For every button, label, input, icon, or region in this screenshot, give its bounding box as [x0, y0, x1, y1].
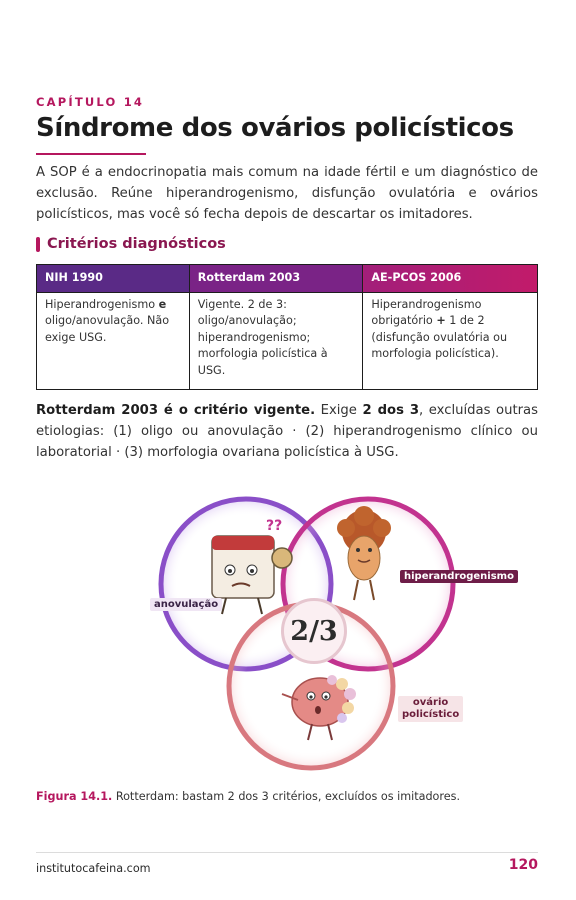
label-anovulacao: anovulação: [150, 598, 222, 611]
footer-divider: [36, 852, 538, 853]
figure-caption: Figura 14.1. Rotterdam: bastam 2 dos 3 critérios, excluídos os imitadores.: [36, 790, 461, 803]
label-hiperandrogenismo: hiperandrogenismo: [400, 570, 518, 583]
section-marker: [36, 237, 40, 252]
section-heading: [36, 236, 226, 252]
page-number: 120: [508, 857, 538, 873]
label-ovario-policistico: ovário policístico: [398, 696, 463, 722]
intro-paragraph: A SOP é a endocrinopatia mais comum na idade fértil e um diagnóstico de exclusão. Reúne hiperandrogenismo, disfunção ovulatória e ovários policísticos, mas você só fecha depois de descartar os imitadores.: [36, 165, 538, 222]
section-title: Critérios diagnósticos: [47, 236, 226, 252]
footer-website: institutocafeina.com: [36, 862, 151, 875]
table-header-row: [37, 265, 538, 293]
cell-aepcos: Hiperandrogenismo obrigatório + 1 de 2 (disfunção ovulatória ou morfologia policística).: [363, 292, 538, 389]
criteria-table: [36, 264, 538, 390]
summary-paragraph: Rotterdam 2003 é o critério vigente. Exige 2 dos 3, excluídas outras etiologias: (1) oligo ou anovulação · (2) hiperandrogenismo clínico ou laboratorial · (3) morfologia ovariana policística à USG.: [36, 403, 539, 460]
table-row: [37, 292, 538, 389]
header-aepcos: AE-PCOS 2006: [363, 265, 538, 293]
page-title: Síndrome dos ovários policísticos: [36, 113, 514, 143]
title-underline: [36, 153, 146, 155]
center-fraction-badge: 2/3: [281, 598, 347, 664]
header-rotterdam: Rotterdam 2003: [189, 265, 363, 293]
header-nih: NIH 1990: [37, 265, 190, 293]
svg-text:??: ??: [266, 518, 283, 534]
cell-rotterdam: Vigente. 2 de 3: oligo/anovulação; hiperandrogenismo; morfologia policística à USG.: [189, 292, 363, 389]
venn-figure: [106, 488, 514, 778]
document-page: [36, 0, 538, 900]
chapter-label: CAPÍTULO 14: [36, 95, 145, 109]
cell-nih: Hiperandrogenismo e oligo/anovulação. Não exige USG.: [37, 292, 190, 389]
